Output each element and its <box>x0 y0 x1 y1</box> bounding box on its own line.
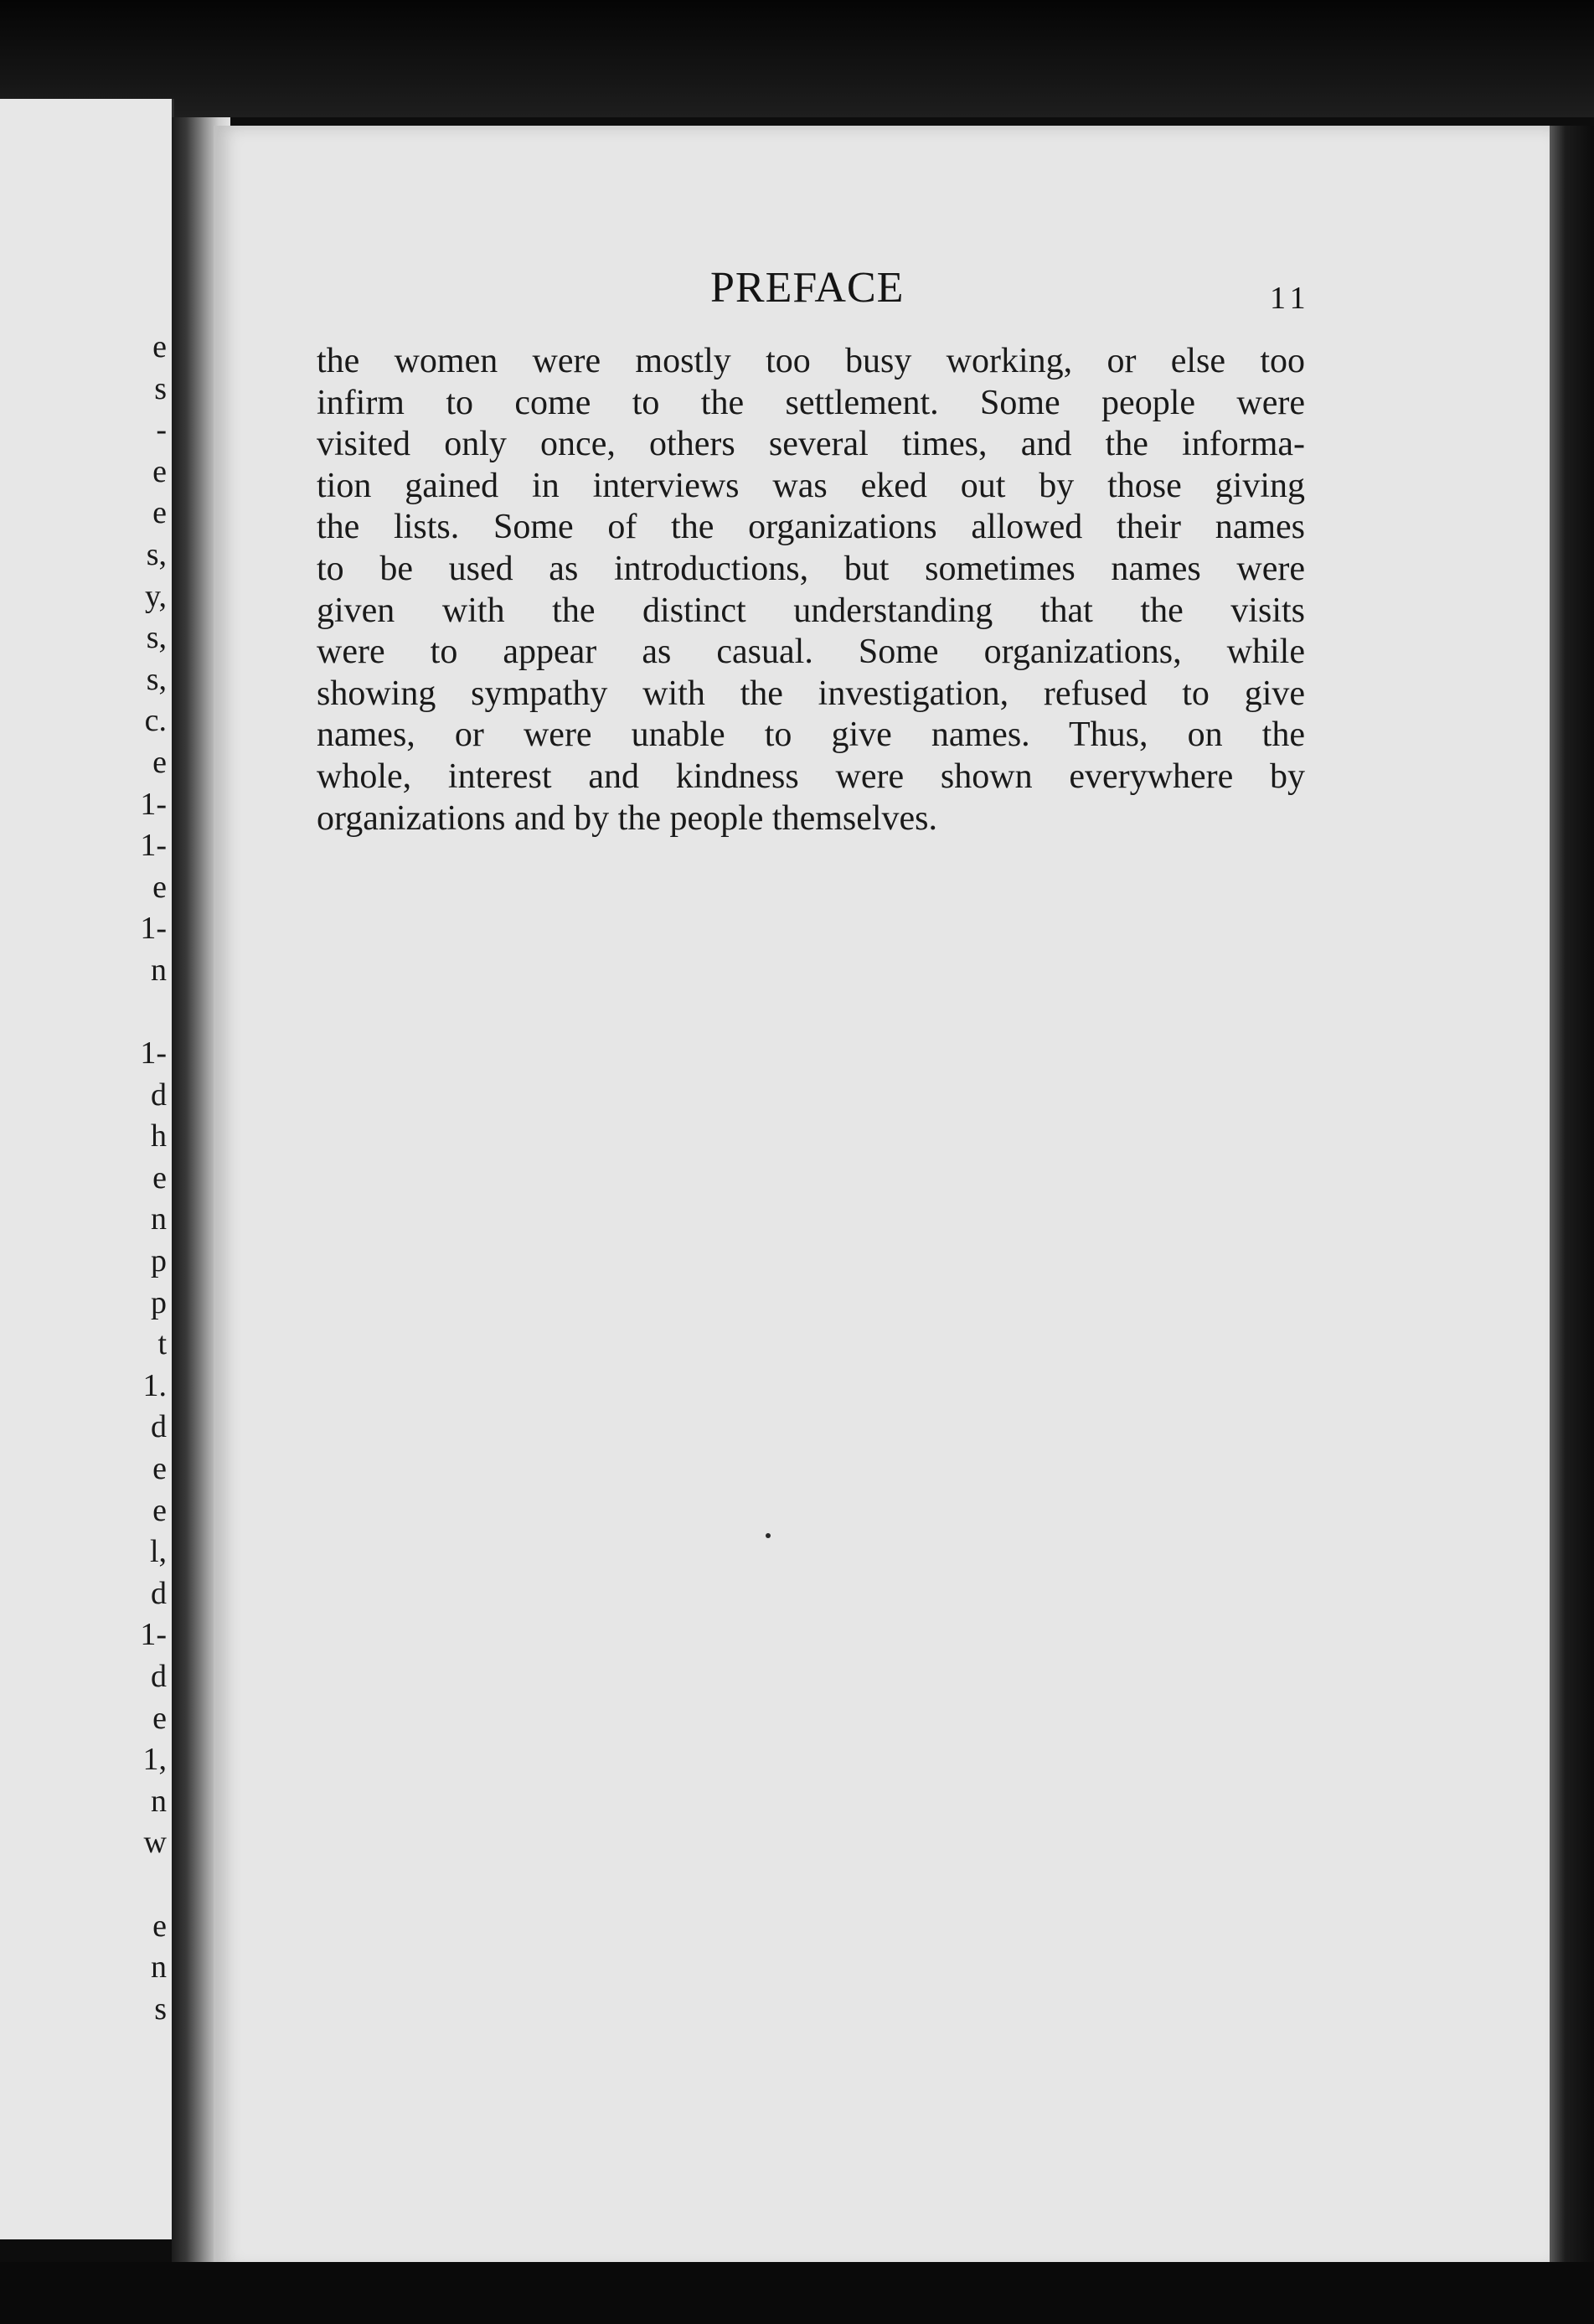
facing-page-char: n <box>151 1783 167 1819</box>
text-line: the women were mostly too busy working, or else too <box>317 342 1305 380</box>
facing-page-char: 1- <box>140 911 167 947</box>
body-paragraph <box>317 341 1305 839</box>
facing-page-char: e <box>152 1451 167 1487</box>
facing-page-char: n <box>151 1950 167 1986</box>
facing-page-char: l, <box>149 1534 167 1570</box>
facing-page-char: d <box>151 1659 167 1694</box>
scan-background-top <box>0 0 1594 117</box>
page-edge-right <box>1550 126 1594 2270</box>
facing-page-char: s, <box>146 536 167 572</box>
facing-page-char: n <box>151 952 167 988</box>
facing-page-char: d <box>151 1409 167 1445</box>
facing-page-char: - <box>156 412 167 448</box>
facing-page-char: n <box>151 1201 167 1237</box>
facing-page-char: e <box>152 869 167 905</box>
facing-page-char: d <box>151 1575 167 1611</box>
facing-page-char: e <box>152 1908 167 1944</box>
text-line: visited only once, others several times, and the informa- <box>317 425 1305 464</box>
facing-page-char: y, <box>144 578 167 614</box>
text-line-last: organizations and by the people themselves. <box>317 798 938 838</box>
facing-page-left <box>0 99 174 2239</box>
facing-page-char: 1. <box>142 1367 167 1403</box>
scan-background-bottom <box>0 2262 1594 2324</box>
dust-speck <box>766 1533 771 1538</box>
facing-page-char: e <box>152 1159 167 1196</box>
facing-page-char: 1, <box>142 1742 167 1778</box>
facing-page-char: s <box>154 1991 167 2027</box>
facing-page-char: 1- <box>140 1617 167 1653</box>
facing-page-char: e <box>152 1492 167 1528</box>
running-title: PREFACE <box>710 264 905 312</box>
facing-page-char: e <box>152 453 167 489</box>
facing-page-char: h <box>151 1118 167 1154</box>
text-line: to be used as introductions, but sometimes names were <box>317 549 1305 588</box>
facing-page-char: s, <box>146 620 167 656</box>
facing-page-char: c. <box>144 703 167 739</box>
text-line: names, or were unable to give names. Thus, on the <box>317 715 1305 755</box>
text-line: the lists. Some of the organizations allowed their names <box>317 508 1305 547</box>
text-line: were to appear as casual. Some organizations, while <box>317 633 1305 672</box>
facing-page-char: e <box>152 495 167 531</box>
facing-page-char <box>133 1864 167 1906</box>
facing-page-char: w <box>143 1825 167 1861</box>
facing-page-char: t <box>157 1326 167 1362</box>
facing-page-char: 1- <box>140 786 167 822</box>
text-line: showing sympathy with the investigation, refused to give <box>317 674 1305 713</box>
facing-page-char: p <box>151 1284 167 1320</box>
facing-page-char: d <box>151 1077 167 1113</box>
facing-page-char: p <box>151 1243 167 1279</box>
facing-page-char: s <box>154 370 167 406</box>
text-line: given with the distinct understanding that the visits <box>317 591 1305 630</box>
facing-page-char: e <box>152 1700 167 1736</box>
text-line: tion gained in interviews was eked out by those giving <box>317 466 1305 505</box>
facing-page-char: 1- <box>140 828 167 864</box>
facing-page-char: e <box>152 744 167 780</box>
facing-page-cut-text <box>133 327 167 2030</box>
facing-page-char: 1- <box>140 1035 167 1072</box>
text-line: infirm to come to the settlement. Some people were <box>317 383 1305 422</box>
page-number: 11 <box>1270 281 1311 316</box>
facing-page-char: s, <box>146 661 167 697</box>
facing-page-char: e <box>152 329 167 364</box>
text-line: whole, interest and kindness were shown everywhere by <box>317 757 1305 796</box>
facing-page-char <box>133 992 167 1034</box>
